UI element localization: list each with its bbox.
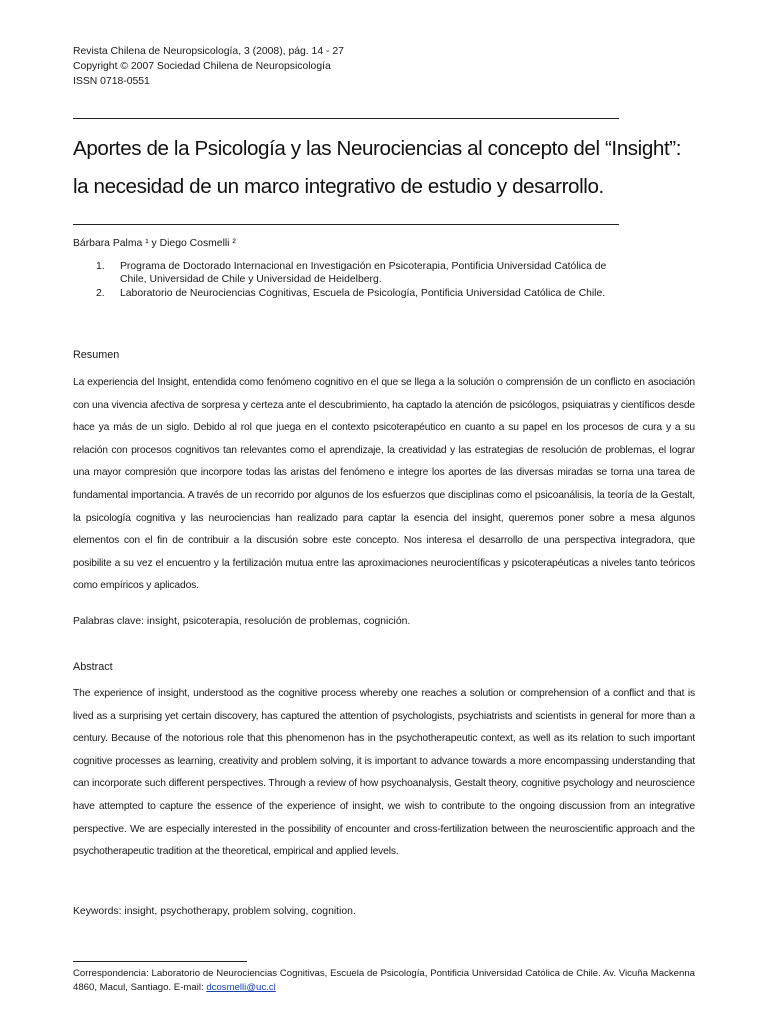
article-title	[73, 130, 713, 206]
abstract-body: The experience of insight, understood as the cognitive process whereby one reaches a solution or comprehension of a conflict and that is lived as a surprising yet certain discovery, has captured the attention of psychologists, psychiatrists and scientists in general for more than a century. Because of the notorious role that this phenomenon has in the psychotherapeutic context, as well as its relation to such important cognitive processes as learning, creativity and problem solving, it is important to advance towards a more encompassing understanding that can incorporate such different perspectives. Through a review of how psychoanalysis, Gestalt theory, cognitive psychology and neuroscience have attempted to capture the essence of the experience of insight, we wish to contribute to the ongoing discussion from an integrative perspective. We are especially interested in the possibility of encounter and cross-fertilization between the neuroscientific approach and the psychotherapeutic tradition at the theoretical, empirical and applied levels.	[73, 688, 695, 858]
affiliation-item	[73, 260, 633, 286]
authors: Bárbara Palma ¹ y Diego Cosmelli ²	[73, 238, 236, 249]
abstract-heading: Abstract	[73, 661, 113, 673]
journal-citation: Revista Chilena de Neuropsicología, 3 (2008), pág. 14 - 27	[73, 46, 344, 57]
title-top-rule	[73, 118, 619, 119]
palabras-clave: Palabras clave: insight, psicoterapia, resolución de problemas, cognición.	[73, 616, 411, 627]
journal-header	[73, 44, 344, 89]
correspondence-footnote	[73, 967, 695, 995]
affiliation-number: 1.	[96, 261, 105, 272]
title-line-2: la necesidad de un marco integrativo de estudio y desarrollo.	[73, 175, 604, 198]
resumen-heading: Resumen	[73, 349, 120, 361]
resumen-body: La experiencia del Insight, entendida como fenómeno cognitivo en el que se llega a la solución o comprensión de un conflicto en asociación con una vivencia afectiva de sorpresa y certeza ante el descubrimiento, ha captado la atención de psicólogos, psiquiatras y científicos desde hace ya más de un siglo. Debido al rol que juega en el contexto psicoterapéutico en cuanto a su papel en los procesos de cura y a su relación con procesos cognitivos tan relevantes como el aprendizaje, la creatividad y las estrategias de resolución de problemas, el lograr una mayor compresión que incorpore todas las aristas del fenómeno e integre los aportes de las diversas miradas se torna una tarea de fundamental importancia. A través de un recorrido por algunos de los esfuerzos que disciplinas como el psicoanálisis, la teoría de la Gestalt, la psicología cognitiva y las neurociencias han realizado para captar la esencia del insight, queremos poner sobre a mesa algunos elementos con el fin de contribuir a la discusión sobre este concepto. Nos interesa el desarrollo de una perspectiva integradora, que posibilite a su vez el encuentro y la fertilización mutua entre las aproximaciones neurocientíficas y psicoterapéuticas a niveles tanto teóricos como empíricos y aplicados.	[73, 377, 695, 592]
affiliation-item	[73, 287, 633, 300]
title-bottom-rule	[73, 224, 619, 225]
footnote-rule	[73, 961, 247, 962]
affiliation-text: Laboratorio de Neurociencias Cognitivas, Escuela de Psicología, Pontificia Universidad Católica de Chile.	[120, 288, 606, 299]
issn: ISSN 0718-0551	[73, 76, 150, 87]
title-line-1: Aportes de la Psicología y las Neurociencias al concepto del “Insight”:	[73, 137, 682, 160]
copyright-notice: Copyright © 2007 Sociedad Chilena de Neuropsicología	[73, 61, 331, 72]
correspondence-text: Correspondencia: Laboratorio de Neurociencias Cognitivas, Escuela de Psicología, Pontificia Universidad Católica de Chile. Av. Vicuña Mackenna 4860, Macul, Santiago. E-mail:	[73, 968, 695, 993]
affiliations-list	[73, 260, 633, 301]
affiliation-text: Programa de Doctorado Internacional en Investigación en Psicoterapia, Pontificia Universidad Católica de Chile, Universidad de Chile y Universidad de Heidelberg.	[120, 261, 607, 285]
affiliation-number: 2.	[96, 288, 105, 299]
keywords: Keywords: insight, psychotherapy, problem solving, cognition.	[73, 906, 356, 917]
email-link[interactable]: dcosmelli@uc.cl	[206, 982, 276, 993]
